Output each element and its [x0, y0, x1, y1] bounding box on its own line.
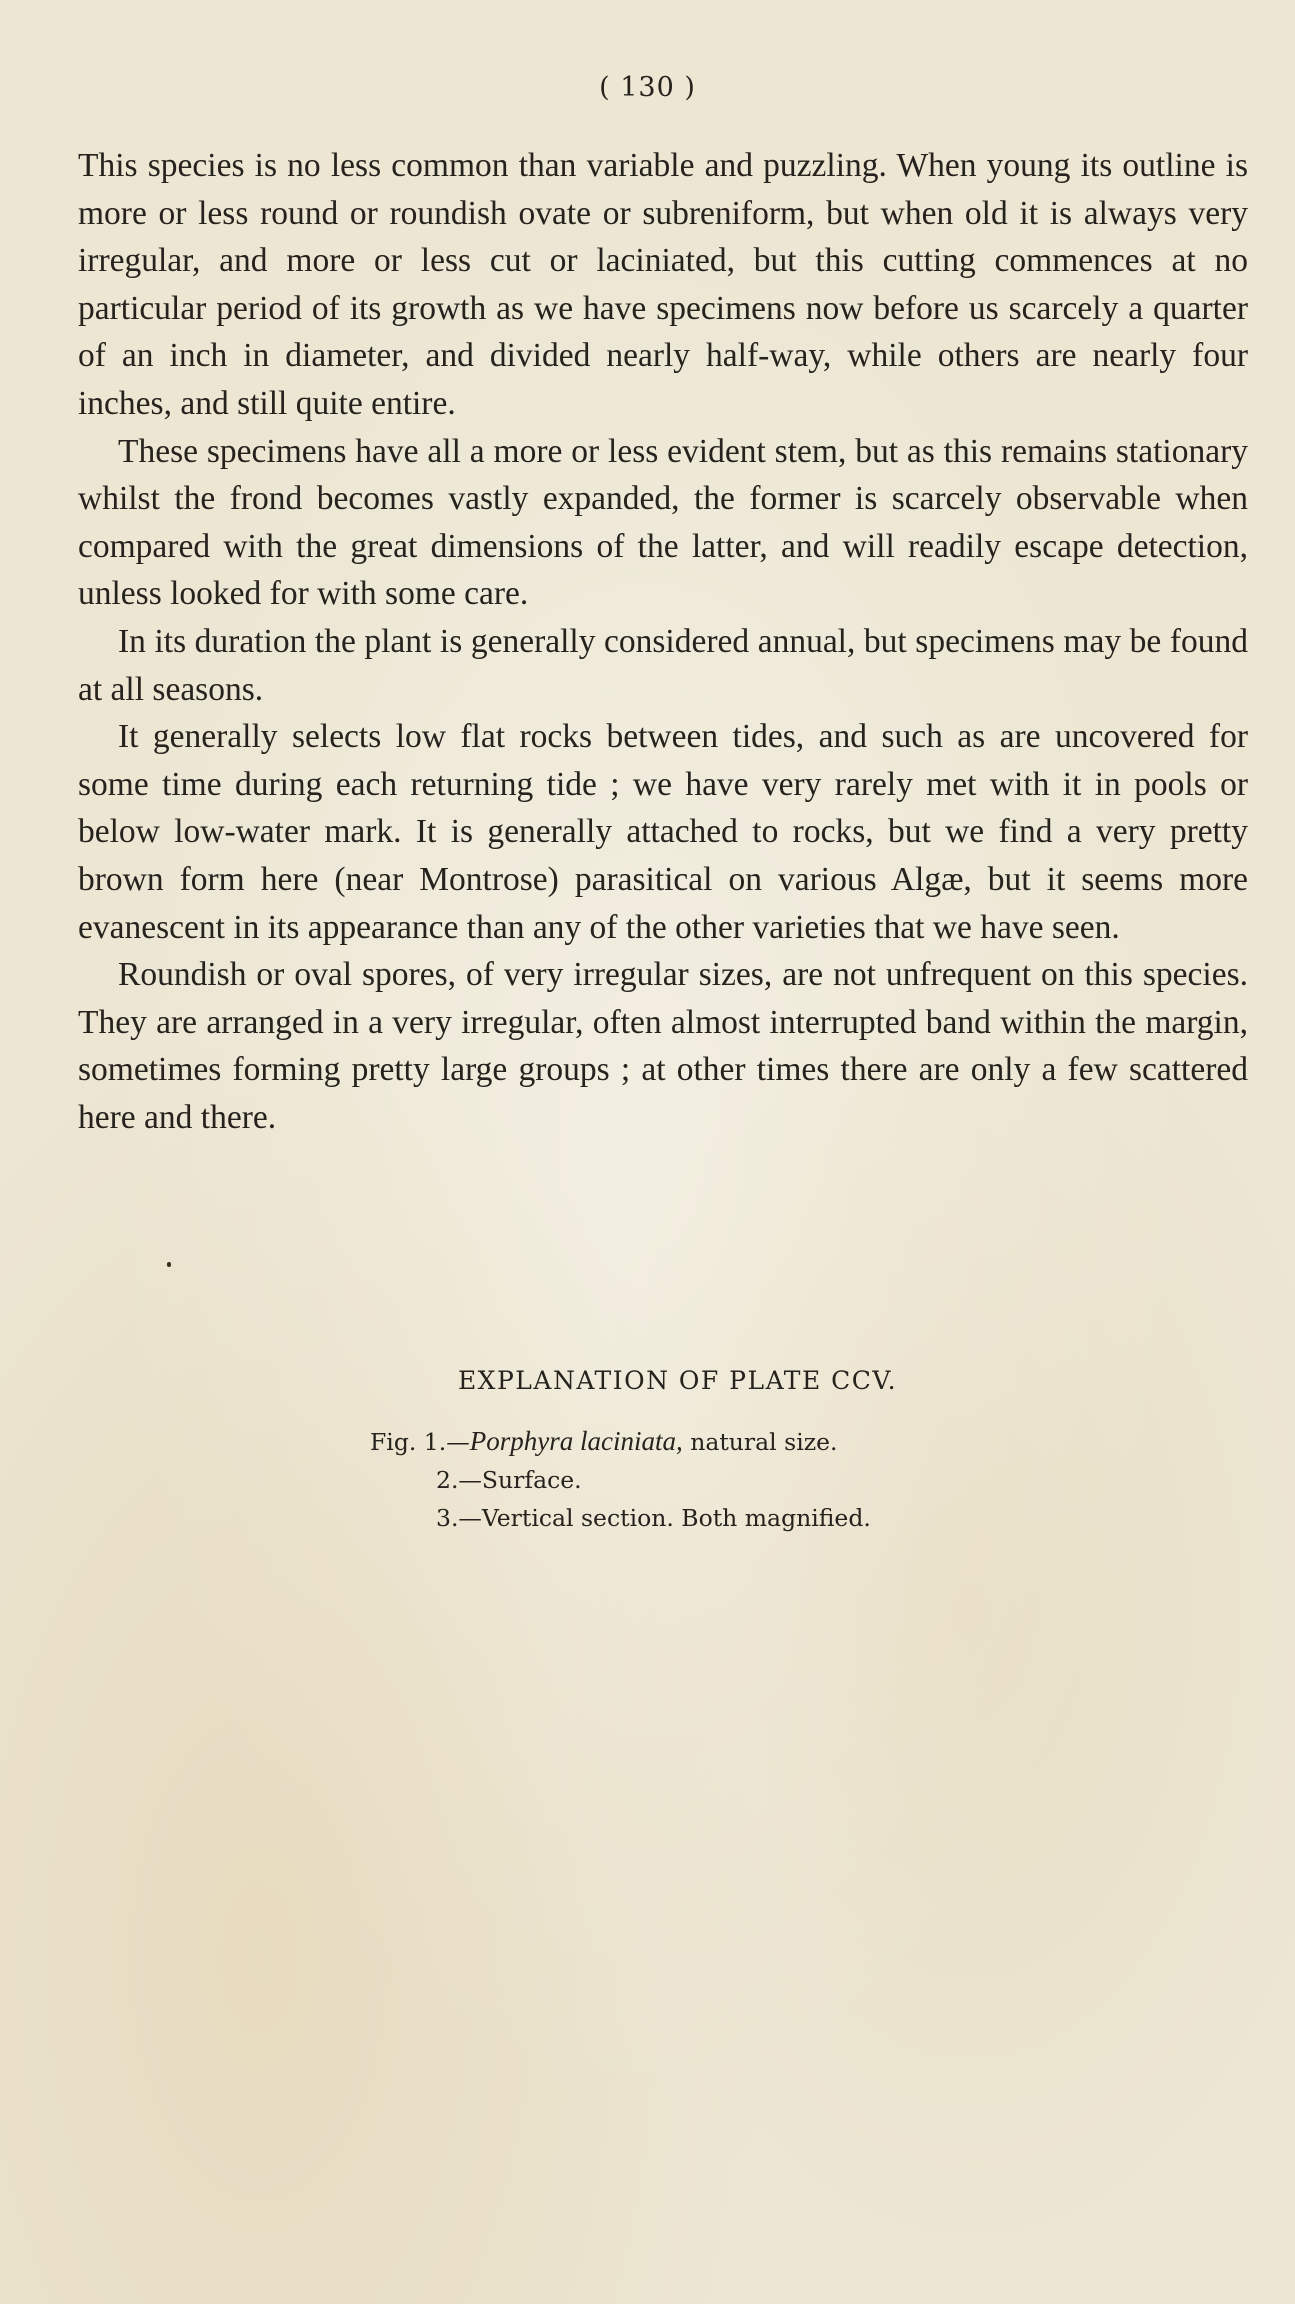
figure-3-caption: 3.—Vertical section. Both magnified.	[436, 1504, 871, 1532]
paragraph-5: Roundish or oval spores, of very irregular sizes, are not unfrequent on this species. They are arranged in a very irregular, often almost interrupted band within the margin, sometimes forming pretty large groups ; at other times there are only a few scattered here and there.	[78, 956, 1248, 1136]
body-text	[78, 142, 1248, 1141]
ink-speck	[167, 1262, 171, 1267]
page-number: ( 130 )	[599, 72, 696, 103]
figure-1-species: Porphyra laciniata,	[469, 1426, 683, 1456]
figure-list	[370, 1422, 871, 1537]
figure-1-suffix: natural size.	[682, 1428, 838, 1456]
plate-explanation	[0, 1366, 1295, 1532]
paragraph-2: These specimens have all a more or less evident stem, but as this remains stationary whilst the frond becomes vastly expanded, the former is scarcely observable when compared with the great dimensions of the latter, and will readily escape detection, unless looked for with some care.	[78, 432, 1248, 613]
paragraph-1: This species is no less common than variable and puzzling. When young its outline is more or less round or roundish ovate or subreniform, but when old it is always very irregular, and more or less cut or laciniated, but this cutting commences at no particular period of its growth as we have specimens now before us scarcely a quarter of an inch in diameter, and divided nearly half-way, while others are nearly four inches, and still quite entire.	[78, 147, 1248, 422]
figure-2-caption: 2.—Surface.	[436, 1466, 582, 1494]
figure-1-caption	[370, 1422, 871, 1461]
paragraph-3: In its duration the plant is generally considered annual, but specimens may be found at all seasons.	[78, 622, 1248, 708]
explanation-title: EXPLANATION OF PLATE CCV.	[457, 1366, 898, 1395]
paragraph-4: It generally selects low flat rocks between tides, and such as are uncovered for some time during each returning tide ; we have very rarely met with it in pools or below low-water mark. It is generally attached to rocks, but we find a very pretty brown form here (near Montrose) parasitical on various Algæ, but it seems more evanescent in its appearance than any of the other varieties that we have seen.	[78, 718, 1248, 946]
figure-1-prefix: Fig. 1.—	[370, 1428, 470, 1456]
